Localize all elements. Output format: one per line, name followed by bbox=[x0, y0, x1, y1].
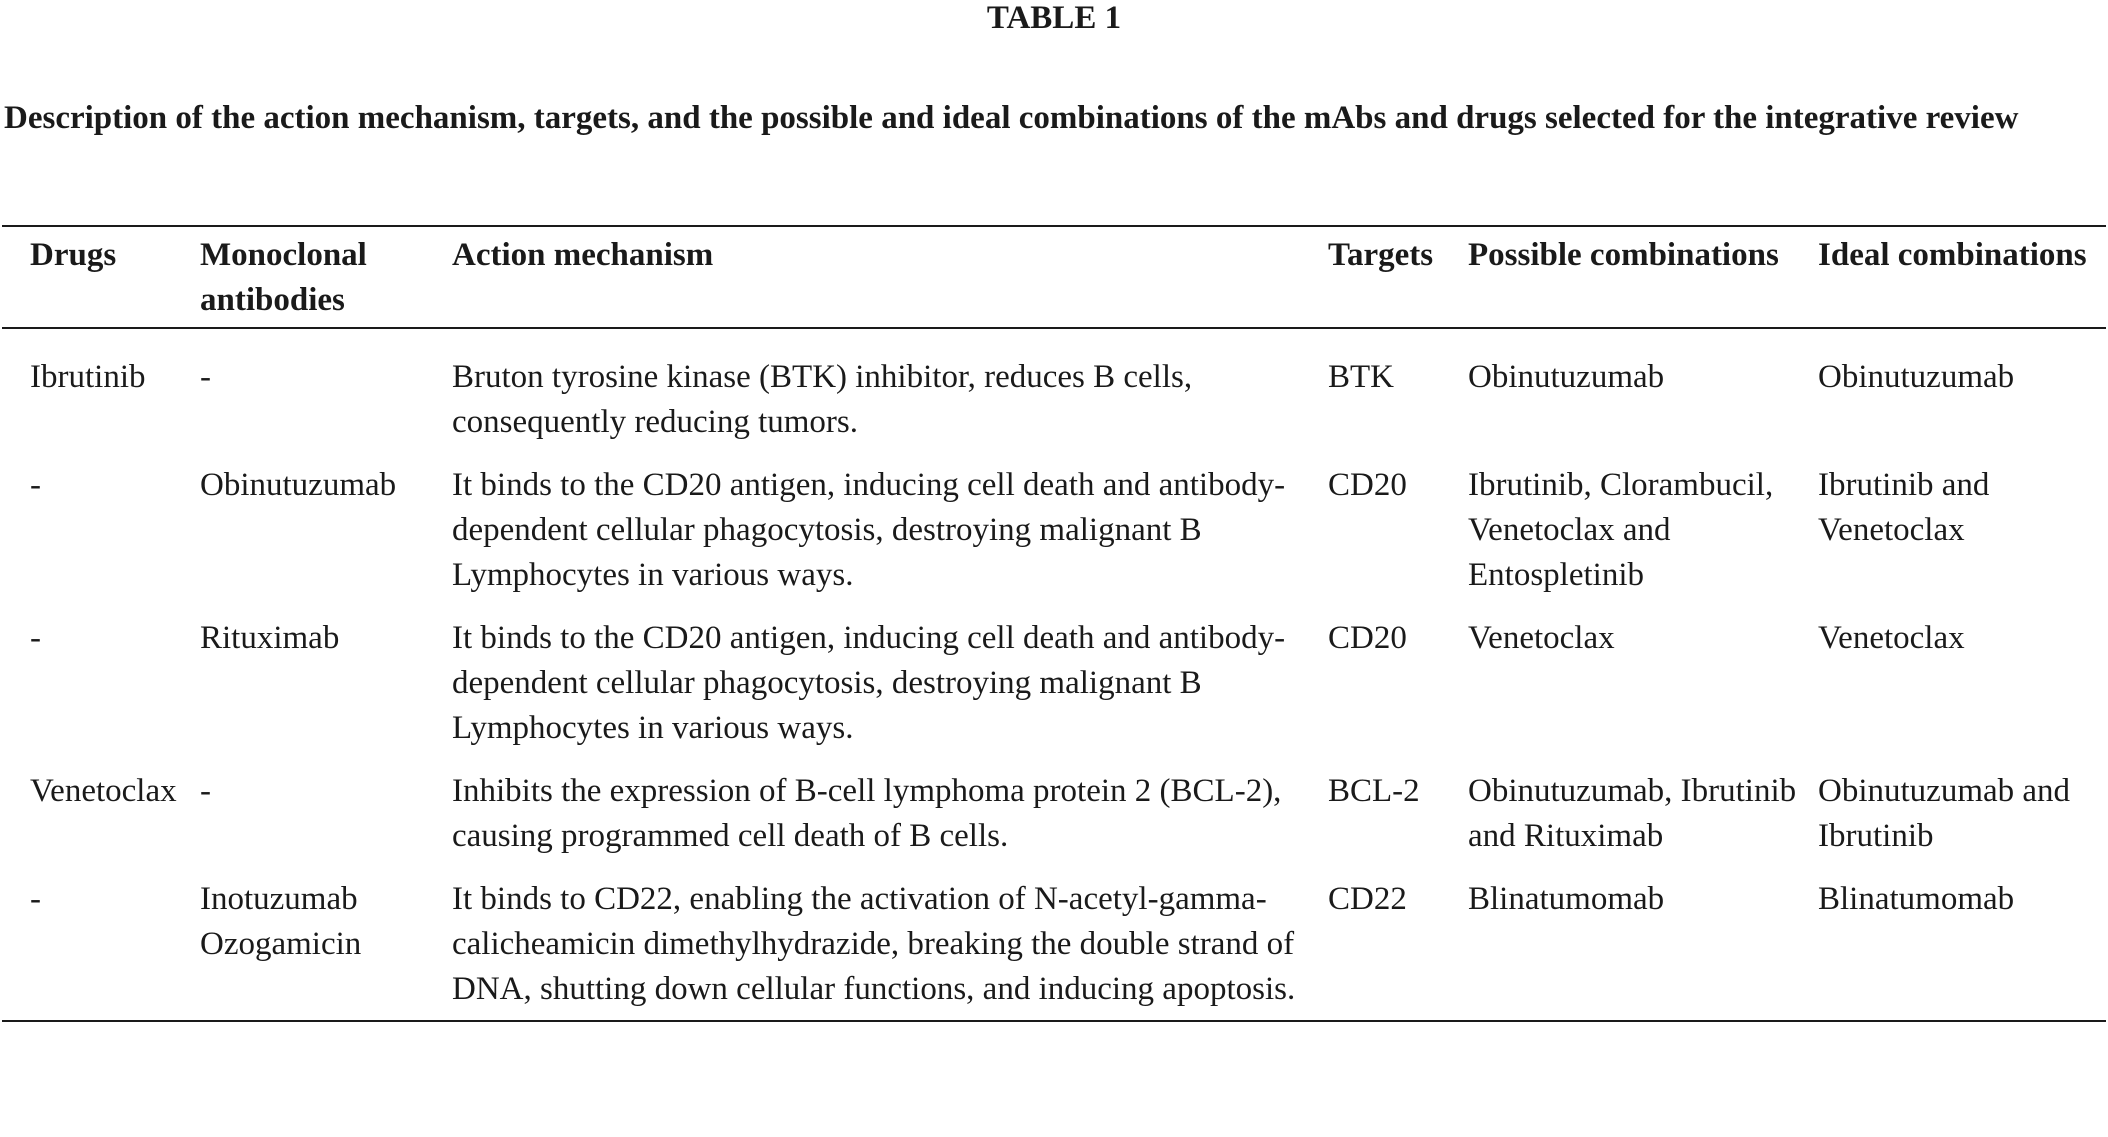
cell-drug: - bbox=[30, 881, 41, 917]
cell-ideal-combinations: Ibrutinib and Venetoclax bbox=[1818, 467, 1990, 548]
header-drugs: Drugs bbox=[30, 237, 117, 273]
cell-possible-combinations: Venetoclax bbox=[1468, 620, 1615, 656]
cell-target: CD20 bbox=[1328, 620, 1407, 656]
data-table bbox=[2, 225, 2106, 1022]
table-row bbox=[2, 328, 2106, 453]
cell-ideal-combinations: Obinutuzumab bbox=[1818, 359, 2015, 395]
header-ideal-combinations: Ideal combinations bbox=[1818, 237, 2087, 273]
cell-ideal-combinations: Blinatumomab bbox=[1818, 881, 2015, 917]
table-row bbox=[2, 759, 2106, 867]
cell-monoclonal-antibody: Obinutuzumab bbox=[200, 467, 397, 503]
cell-possible-combinations: Obinutuzumab bbox=[1468, 359, 1665, 395]
cell-possible-combinations: Blinatumomab bbox=[1468, 881, 1665, 917]
table-label: TABLE 1 bbox=[986, 0, 1122, 36]
table-row bbox=[2, 606, 2106, 759]
cell-action-mechanism: It binds to the CD20 antigen, inducing cell death and antibody-dependent cellular phagocytosis, destroying malignant B Lymphocytes in various ways. bbox=[452, 467, 1286, 593]
table-caption: Description of the action mechanism, targets, and the possible and ideal combinations of the mAbs and drugs selected for the integrative review bbox=[4, 100, 2019, 136]
cell-action-mechanism: It binds to CD22, enabling the activation of N-acetyl-gamma-calicheamicin dimethylhydrazide, breaking the double strand of DNA, shutting down cellular functions, and inducing apoptosis. bbox=[452, 881, 1296, 1007]
cell-drug: Ibrutinib bbox=[30, 359, 146, 395]
cell-action-mechanism: Inhibits the expression of B-cell lymphoma protein 2 (BCL-2), causing programmed cell death of B cells. bbox=[452, 773, 1282, 854]
header-action-mechanism: Action mechanism bbox=[452, 237, 714, 273]
cell-possible-combinations: Obinutuzumab, Ibrutinib and Rituximab bbox=[1468, 773, 1797, 854]
header-row bbox=[2, 226, 2106, 328]
cell-monoclonal-antibody: Rituximab bbox=[200, 620, 340, 656]
table-body bbox=[2, 328, 2106, 1021]
header-possible-combinations: Possible combinations bbox=[1468, 237, 1779, 273]
cell-target: BCL-2 bbox=[1328, 773, 1420, 809]
cell-action-mechanism: Bruton tyrosine kinase (BTK) inhibitor, reduces B cells, consequently reducing tumors. bbox=[452, 359, 1193, 440]
table-row bbox=[2, 453, 2106, 606]
cell-target: CD20 bbox=[1328, 467, 1407, 503]
cell-target: CD22 bbox=[1328, 881, 1407, 917]
cell-monoclonal-antibody: Inotuzumab Ozogamicin bbox=[200, 881, 362, 962]
cell-drug: - bbox=[30, 467, 41, 503]
cell-action-mechanism: It binds to the CD20 antigen, inducing cell death and antibody-dependent cellular phagocytosis, destroying malignant B Lymphocytes in various ways. bbox=[452, 620, 1286, 746]
header-monoclonal-antibodies: Monoclonal antibodies bbox=[200, 237, 367, 318]
table-header bbox=[2, 226, 2106, 328]
cell-drug: - bbox=[30, 620, 41, 656]
cell-drug: Venetoclax bbox=[30, 773, 177, 809]
cell-possible-combinations: Ibrutinib, Clorambucil, Venetoclax and Entospletinib bbox=[1468, 467, 1774, 593]
cell-monoclonal-antibody: - bbox=[200, 773, 211, 809]
cell-target: BTK bbox=[1328, 359, 1394, 395]
header-targets: Targets bbox=[1328, 237, 1434, 273]
table-row bbox=[2, 867, 2106, 1021]
cell-ideal-combinations: Venetoclax bbox=[1818, 620, 1965, 656]
cell-monoclonal-antibody: - bbox=[200, 359, 211, 395]
cell-ideal-combinations: Obinutuzumab and Ibrutinib bbox=[1818, 773, 2071, 854]
